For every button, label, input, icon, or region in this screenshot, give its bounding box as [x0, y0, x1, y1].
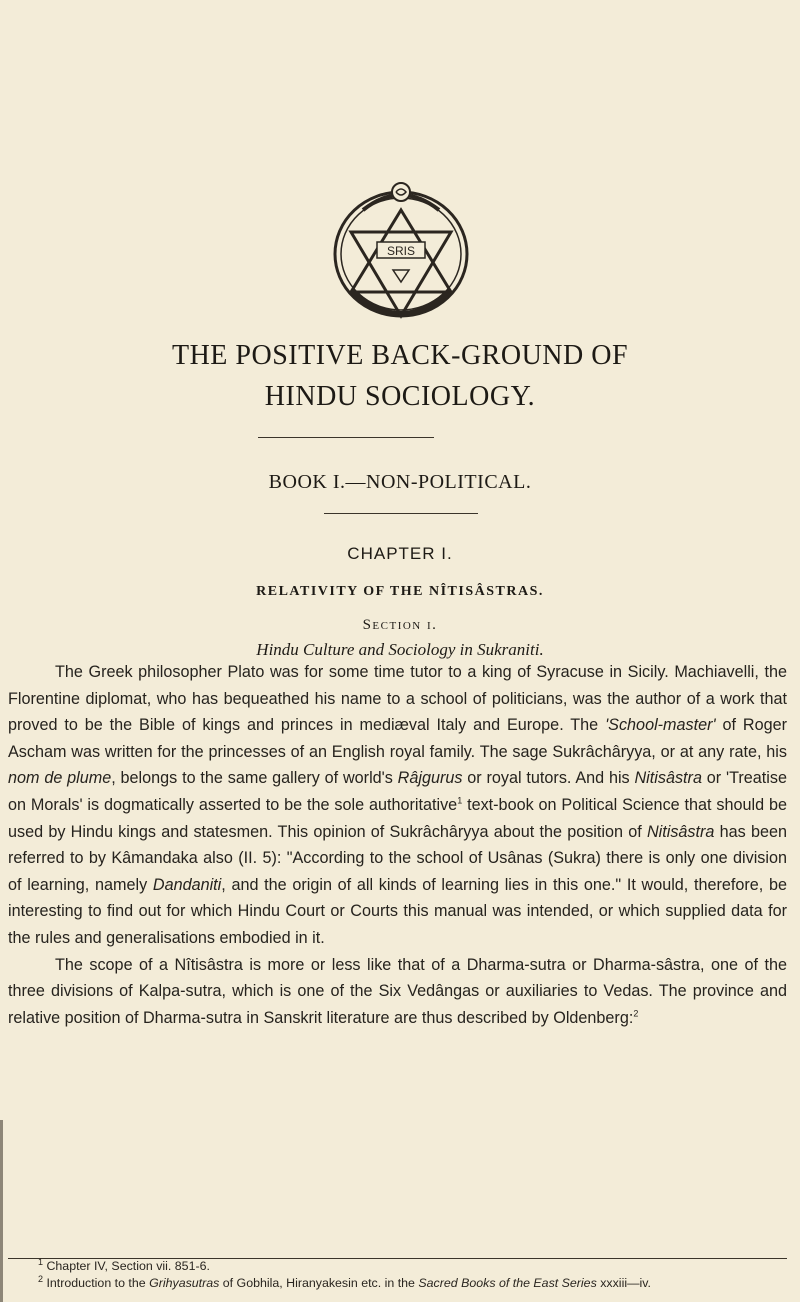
- masonic-triangle-emblem-icon: [301, 170, 501, 335]
- footnote-2: $^2$ Introduction to the Grihyasutras of Gobhila, Hiranyakesin etc. in the Sacred Books of the East Series xxxiii—iv.: [38, 1273, 651, 1290]
- body-text: [8, 659, 787, 1031]
- section-title: Hindu Culture and Sociology in Sukraniti.: [256, 640, 544, 659]
- page-edge-shadow: [0, 1120, 3, 1302]
- emblem-label: SRIS: [386, 244, 416, 258]
- book-heading: BOOK I.—NON-POLITICAL.: [268, 471, 532, 493]
- book-title-line-1: THE POSITIVE BACK-GROUND OF: [171, 340, 629, 371]
- footnote-1: $^1$ Chapter IV, Section vii. 851-6.: [38, 1256, 210, 1273]
- footnotes: [8, 1258, 787, 1292]
- divider: [258, 437, 434, 438]
- footnote-ref-1: 1: [457, 795, 463, 806]
- footnote-ref-2: 2: [633, 1008, 639, 1019]
- divider: [324, 513, 478, 514]
- chapter-title: RELATIVITY OF THE NÎTISÂSTRAS.: [256, 584, 544, 599]
- chapter-heading: CHAPTER I.: [347, 544, 453, 563]
- book-title-line-2: HINDU SOCIOLOGY.: [264, 381, 536, 412]
- section-heading: Section i.: [362, 617, 438, 633]
- paragraph-2: The scope of a Nîtisâstra is more or less like that of a Dharma-sutra or Dharma-sâstra, one of the three divisions of Kalpa-sutra, which is one of the Six Vedângas or auxiliaries to Vedas. The province and relative position of Dharma-sutra in Sanskrit literature are thus described by Oldenberg:$^2$: [8, 955, 787, 1027]
- paragraph-1: The Greek philosopher Plato was for some time tutor to a king of Syracuse in Sicily. Machiavelli, the Florentine diplomat, who has bequeathed his name to a school of politicians, was the author of a work that proved to be the Bible of kings and princes in mediæval Italy and Europe. The 'School-master' of Roger Ascham was written for the princesses of an English royal family. The sage Sukrâchâryya, or at any rate, his nom de plume, belongs to the same gallery of world's Râjgurus or royal tutors. And his Nitisâstra or 'Treatise on Morals' is dogmatically asserted to be the sole authoritative$^1$ text-book on Political Science that should be used by Hindu kings and statesmen. This opinion of Sukrâchâryya about the position of Nitisâstra has been referred to by Kâmandaka also (II. 5): "According to the school of Usânas (Sukra) there is only one division of learning, namely Dandaniti, and the origin of all kinds of learning lies in this one." It would, therefore, be interesting to find out for which Hindu Court or Courts this manual was intended, or which supplied data for the rules and generalisations embodied in it.: [8, 663, 787, 947]
